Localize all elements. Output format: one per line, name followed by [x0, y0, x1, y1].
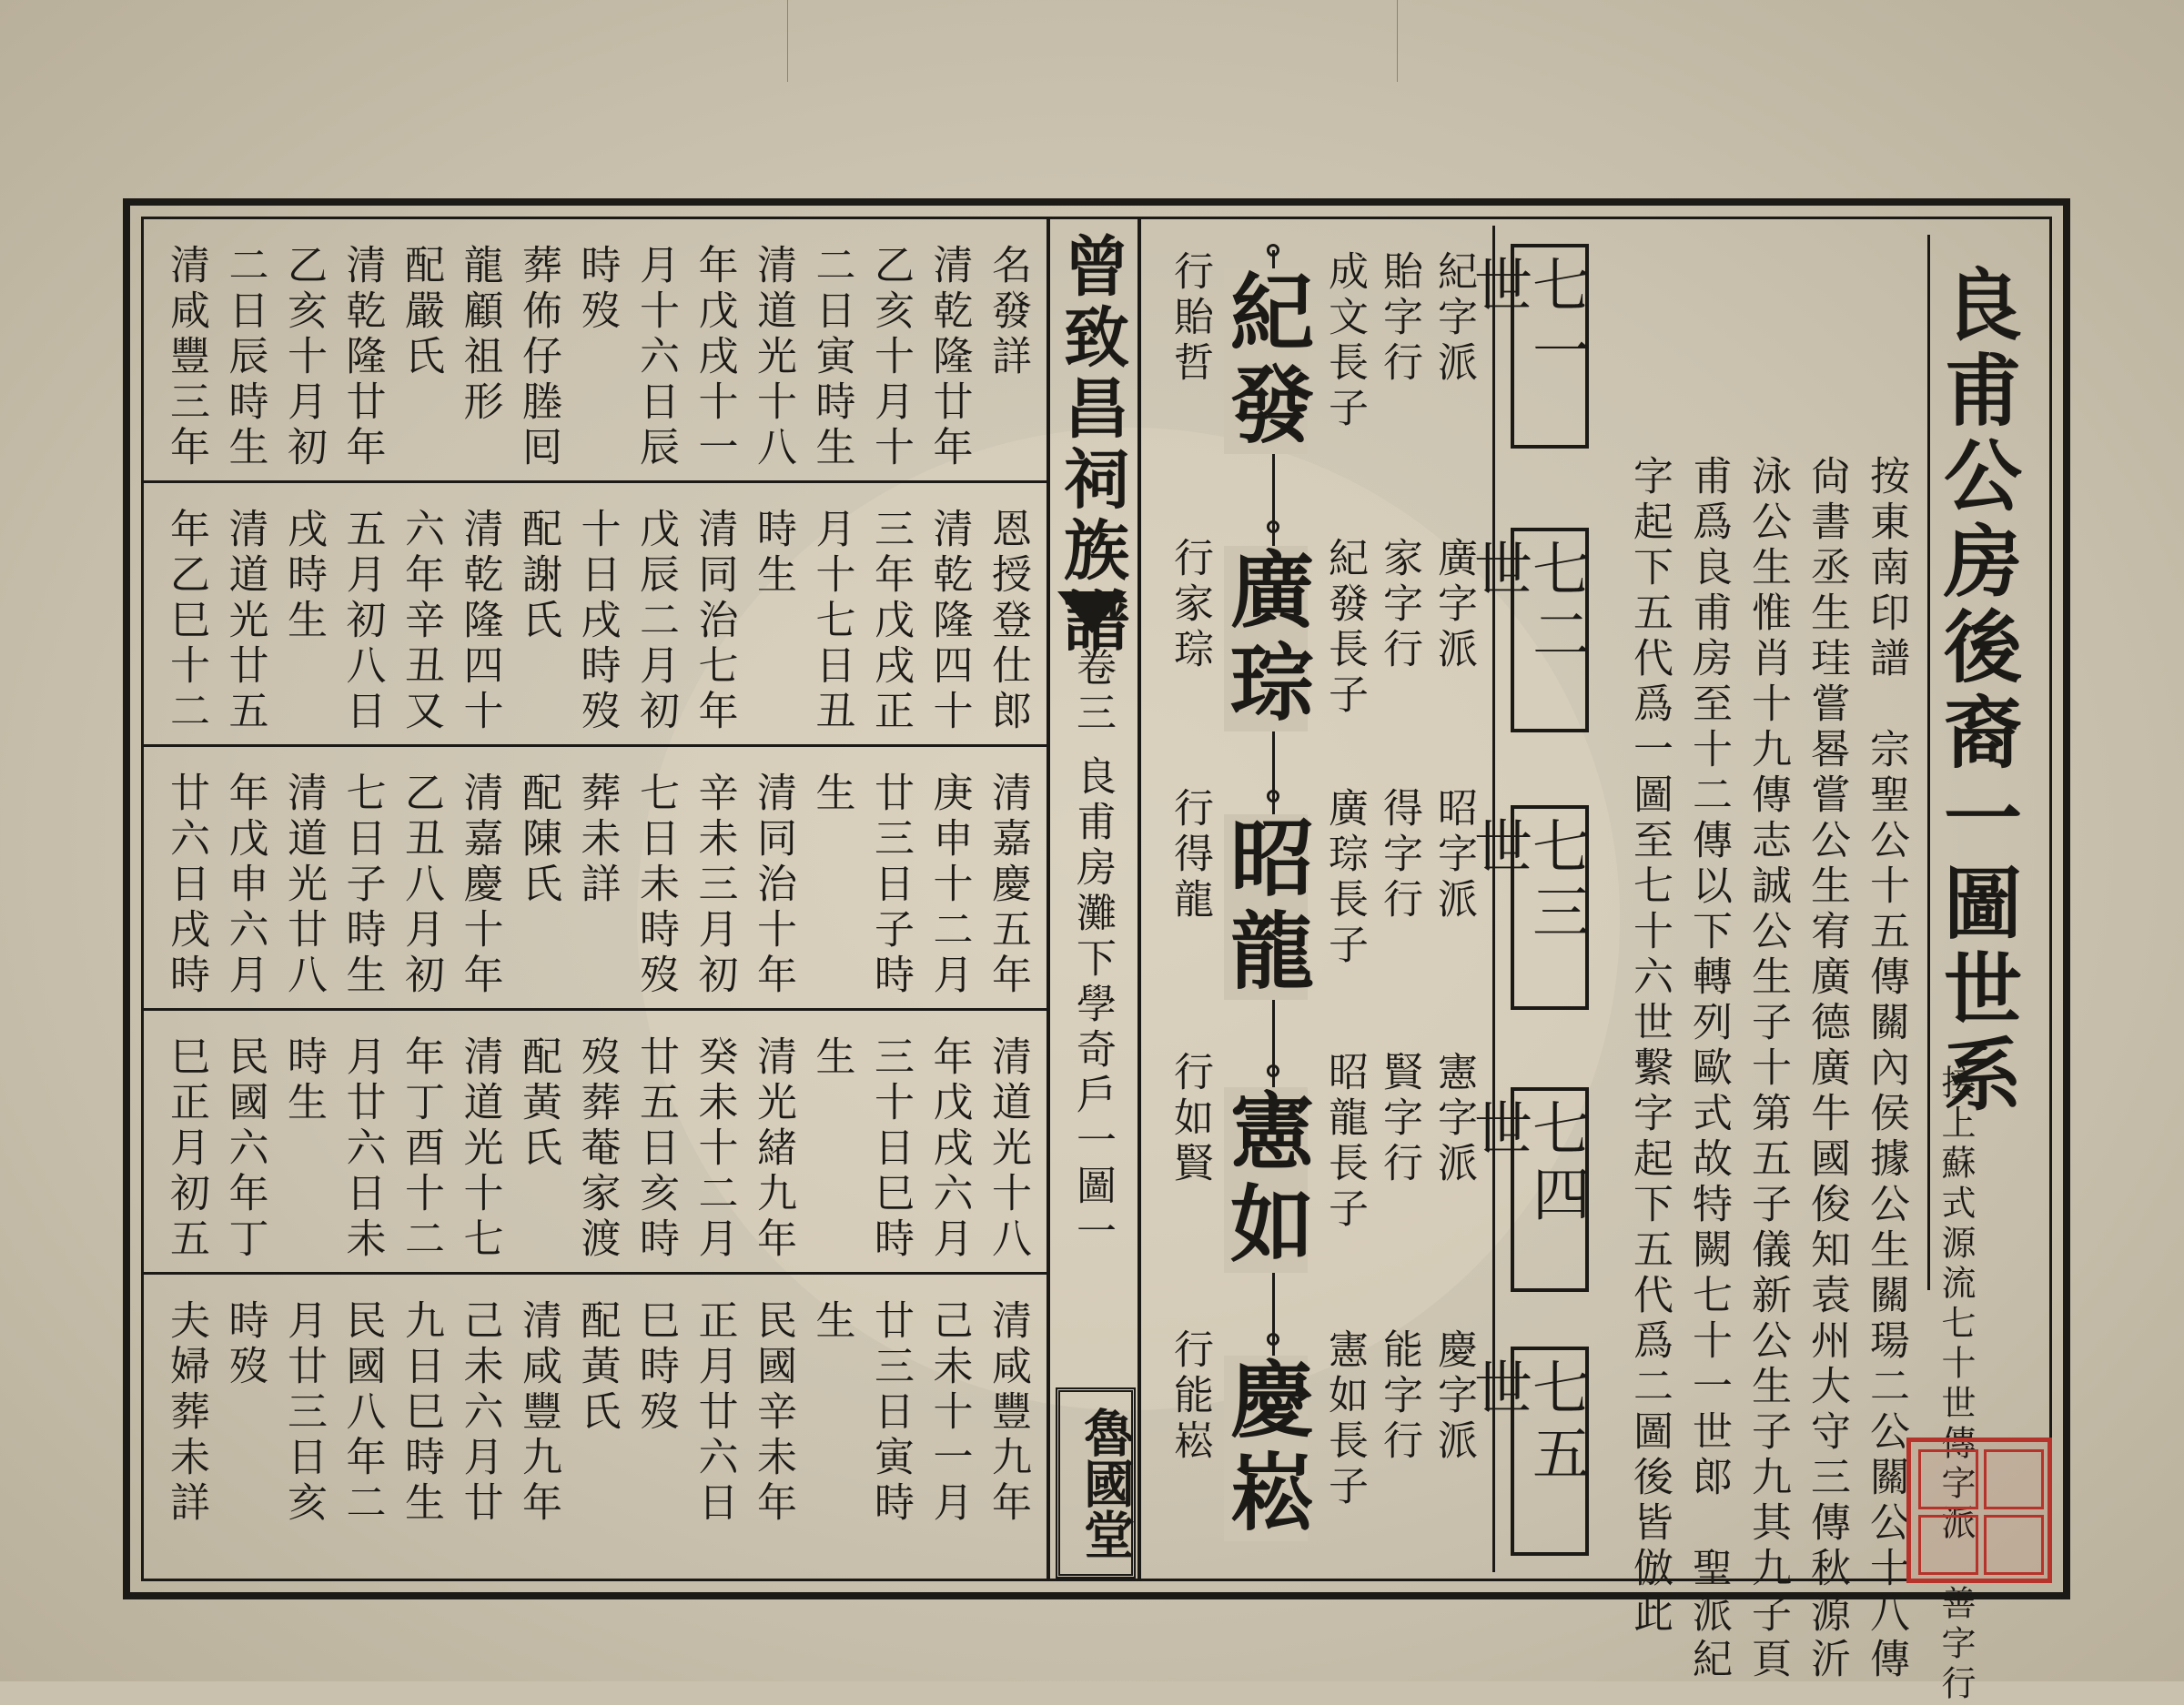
lineage-node — [1267, 244, 1279, 257]
record-column: 巳正月初五 — [163, 1035, 209, 1263]
record-column: 六年辛丑又 — [398, 508, 444, 735]
record-column: 廿五日亥時 — [632, 1035, 679, 1263]
record-column: 清道光十七 — [456, 1035, 503, 1263]
record-column: 龍顧祖形 — [456, 244, 503, 426]
lineage-name: 慶崧 — [1217, 1356, 1315, 1541]
record-column: 月十七日丑 — [808, 508, 855, 735]
lineage-note: 昭字派 — [1431, 787, 1477, 923]
record-column: 恩授登仕郎 — [985, 508, 1031, 735]
seal-cell — [1918, 1515, 1978, 1575]
generation-box — [1464, 1347, 1590, 1556]
intro-line: 尙書丞生珪嘗晷嘗公生宥廣德廣牛國俊知袁州大守三傳秋源沂 — [1804, 455, 1850, 1683]
record-column: 清同治十年 — [750, 772, 796, 999]
record-column: 三十日巳時 — [867, 1035, 914, 1263]
generation-label: 七二世 — [1464, 539, 1590, 670]
record-column: 年戊戌十一 — [691, 244, 738, 471]
record-column: 己未六月廿 — [456, 1299, 503, 1527]
record-column: 廿六日戌時 — [163, 772, 209, 999]
record-column: 葬佈仔塍囘 — [515, 244, 561, 471]
lineage-name: 紀發 — [1217, 268, 1315, 454]
generation-label: 七一世 — [1464, 255, 1590, 386]
lineage-note: 賢字行 — [1376, 1051, 1422, 1187]
section-label: 良甫房灘下學奇戶一圖 — [1069, 755, 1116, 1210]
record-column: 七日子時生 — [339, 772, 386, 999]
record-column: 清道光廿八 — [280, 772, 327, 999]
lineage-note: 貽字行 — [1376, 250, 1422, 387]
record-column: 年丁酉十二 — [398, 1035, 444, 1263]
record-column: 配嚴氏 — [398, 244, 444, 380]
fold-mark-left — [787, 0, 788, 82]
record-divider — [144, 744, 1046, 747]
title-note: 接上蘇式源流七十世傳字派 善字行 — [1936, 1064, 1976, 1705]
hall-name-box — [1056, 1387, 1136, 1579]
record-column: 年戊申六月 — [221, 772, 268, 999]
record-column: 清乾隆廿年 — [925, 244, 973, 471]
generation-box — [1464, 805, 1590, 1010]
record-column: 清道光十八 — [750, 244, 796, 471]
record-column: 乙亥十月初 — [280, 244, 327, 471]
lineage-note: 能字行 — [1376, 1328, 1422, 1465]
record-divider — [144, 480, 1046, 483]
record-column: 清咸豐九年 — [985, 1299, 1031, 1527]
hall-name: 魯國堂 — [1076, 1407, 1136, 1559]
red-seal — [1906, 1438, 2052, 1583]
page-title: 良甫公房後裔一圖世系 — [1930, 264, 2022, 1119]
generation-label: 七四世 — [1464, 1098, 1590, 1229]
record-column: 時生 — [280, 1035, 327, 1126]
generation-box — [1464, 1087, 1590, 1292]
record-column: 配謝氏 — [515, 508, 561, 644]
lineage-note: 成文長子 — [1321, 250, 1368, 432]
record-column: 時歿 — [573, 244, 621, 335]
record-column: 五月初八日 — [339, 508, 386, 735]
record-column: 夫婦葬未詳 — [163, 1299, 209, 1527]
record-column: 辛未三月初 — [691, 772, 738, 999]
record-column: 戌時生 — [280, 508, 327, 644]
generation-label: 七三世 — [1464, 816, 1590, 947]
seal-cell — [1984, 1515, 2044, 1575]
seal-cell — [1918, 1449, 1978, 1509]
record-column: 巳時歿 — [632, 1299, 679, 1436]
lineage-note: 行能崧 — [1167, 1328, 1213, 1465]
lineage-name: 昭龍 — [1217, 814, 1315, 1000]
volume-label: 卷三 — [1069, 646, 1116, 737]
record-column: 生 — [808, 772, 855, 817]
record-divider — [144, 1272, 1046, 1275]
lineage-node — [1267, 520, 1279, 533]
record-column: 葬未詳 — [573, 772, 621, 908]
record-column: 清咸豐三年 — [163, 244, 209, 471]
intro-line: 按東南印譜 宗聖公十五傳關內侯據公生關瑒二公關公十八傳 — [1863, 455, 1909, 1683]
lineage-note: 憲如長子 — [1321, 1328, 1368, 1510]
lineage-note: 行如賢 — [1167, 1051, 1213, 1187]
record-column: 時生 — [750, 508, 796, 599]
lineage-node — [1267, 790, 1279, 802]
record-column: 廿三日寅時 — [867, 1299, 914, 1527]
lineage-name: 廣琮 — [1217, 546, 1315, 731]
page-number: 一 — [1069, 1210, 1116, 1256]
record-column: 清道光十八 — [985, 1035, 1031, 1263]
lineage-note: 慶字派 — [1431, 1328, 1477, 1465]
record-column: 民國六年丁 — [221, 1035, 268, 1263]
generation-label: 七五世 — [1464, 1357, 1590, 1488]
lineage-note: 廣字派 — [1431, 537, 1477, 673]
lineage-note: 行家琮 — [1167, 537, 1213, 673]
lineage-note: 行得龍 — [1167, 787, 1213, 923]
record-column: 名發詳 — [985, 244, 1031, 380]
lineage-note: 憲字派 — [1431, 1051, 1477, 1187]
record-column: 年戊戌六月 — [925, 1035, 973, 1263]
record-column: 民國辛未年 — [750, 1299, 796, 1527]
record-column: 清道光廿五 — [221, 508, 268, 735]
record-column: 清嘉慶十年 — [456, 772, 503, 999]
lineage-note: 昭龍長子 — [1321, 1051, 1368, 1233]
seal-cell — [1984, 1449, 2044, 1509]
record-column: 三年戊戌正 — [867, 508, 914, 735]
record-column: 戊辰二月初 — [632, 508, 679, 735]
lineage-note: 得字行 — [1376, 787, 1422, 923]
lineage-node — [1267, 1064, 1279, 1077]
lineage-note: 家字行 — [1376, 537, 1422, 673]
record-column: 二日辰時生 — [221, 244, 268, 471]
record-column: 清咸豐九年 — [515, 1299, 561, 1527]
record-column: 二日寅時生 — [808, 244, 855, 471]
intro-line: 甫爲良甫房至十二傳以下轉列歐式故特闕七十一世郎 聖派紀 — [1685, 455, 1732, 1683]
intro-line: 泳公生惟肖十九傳志誠公生子十第五子儀新公生子九其九子頁 — [1744, 455, 1791, 1683]
record-column: 十日戌時歿 — [573, 508, 621, 735]
record-column: 清光緒九年 — [750, 1035, 796, 1263]
record-column: 生 — [808, 1035, 855, 1081]
record-column: 己未十一月 — [925, 1299, 973, 1527]
record-column: 廿三日子時 — [867, 772, 914, 999]
record-column: 七日未時歿 — [632, 772, 679, 999]
record-column: 清嘉慶五年 — [985, 772, 1031, 999]
record-column: 月廿六日未 — [339, 1035, 386, 1263]
lineage-note: 廣琮長子 — [1321, 787, 1368, 969]
lineage-name: 憲如 — [1217, 1087, 1315, 1273]
record-column: 清乾隆廿年 — [339, 244, 386, 471]
record-divider — [144, 1008, 1046, 1011]
record-column: 九日巳時生 — [398, 1299, 444, 1527]
record-column: 月十六日辰 — [632, 244, 679, 471]
record-column: 清乾隆四十 — [456, 508, 503, 735]
record-column: 乙丑八月初 — [398, 772, 444, 999]
book-title: 曾致昌祠族譜 — [1053, 232, 1130, 658]
record-column: 月廿三日亥 — [280, 1299, 327, 1527]
record-column: 庚申十二月 — [925, 772, 973, 999]
record-column: 正月廿六日 — [691, 1299, 738, 1527]
lineage-note: 紀發長子 — [1321, 537, 1368, 719]
record-column: 配黃氏 — [573, 1299, 621, 1436]
generation-box — [1464, 244, 1590, 449]
spine-left-border — [1046, 217, 1050, 1581]
lineage-node — [1267, 1333, 1279, 1346]
record-column: 民國八年二 — [339, 1299, 386, 1527]
generation-box — [1464, 528, 1590, 732]
fold-mark-right — [1397, 0, 1398, 82]
record-column: 年乙巳十二 — [163, 508, 209, 735]
spine-right-border — [1138, 217, 1141, 1581]
record-column: 時歿 — [221, 1299, 268, 1390]
record-column: 配陳氏 — [515, 772, 561, 908]
record-column: 癸未十二月 — [691, 1035, 738, 1263]
record-column: 清乾隆四十 — [925, 508, 973, 735]
lineage-note: 紀字派 — [1431, 250, 1477, 387]
record-column: 生 — [808, 1299, 855, 1345]
spine-fishtail — [1057, 591, 1127, 633]
record-column: 配黃氏 — [515, 1035, 561, 1172]
intro-line: 字起下五代爲一圖至七十六世繫字起下五代爲二圖後皆倣此 — [1626, 455, 1673, 1638]
lineage-note: 行貽哲 — [1167, 250, 1213, 387]
record-column: 乙亥十月十 — [867, 244, 914, 471]
record-column: 清同治七年 — [691, 508, 738, 735]
record-column: 歿葬菴家渡 — [573, 1035, 621, 1263]
